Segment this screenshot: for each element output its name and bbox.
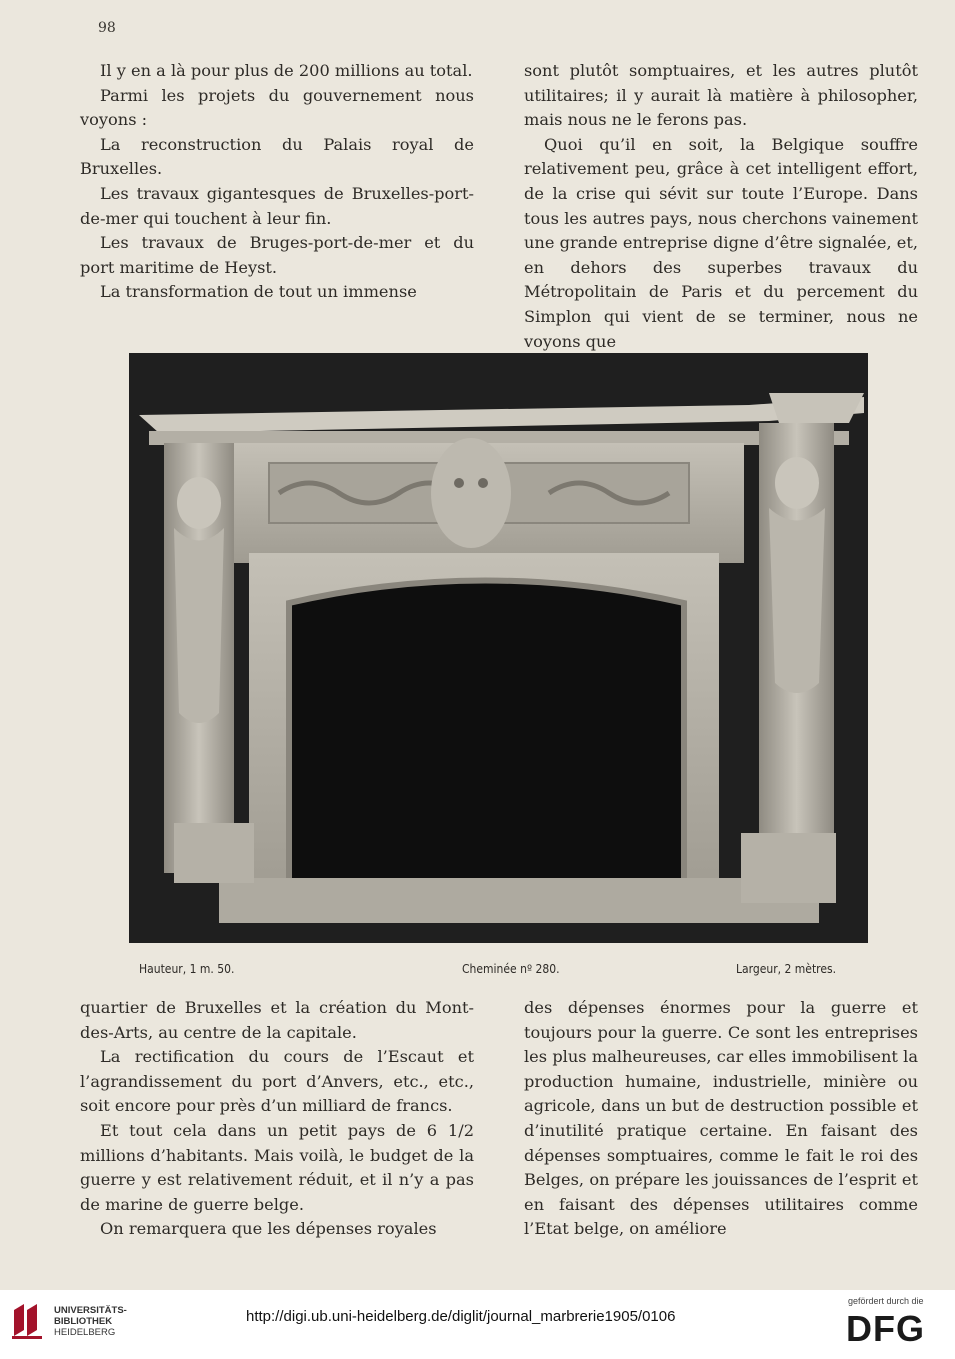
source-url-link[interactable]: http://digi.ub.uni-heidelberg.de/diglit/journal_marbrerie1905/0106: [246, 1308, 676, 1325]
paragraph: La reconstruction du Palais royal de Bruxelles.: [80, 134, 474, 179]
digitization-footer: [0, 1290, 955, 1359]
paragraph: Il y en a là pour plus de 200 millions au total.: [100, 61, 473, 80]
university-library-logo[interactable]: [10, 1302, 180, 1350]
library-seal-icon: [10, 1302, 46, 1340]
column-bottom-right: [524, 996, 918, 1242]
paragraph: Les travaux de Bruges-port-de-mer et du port maritime de Heyst.: [80, 233, 474, 277]
paragraph: Parmi les projets du gouvernement nous voyons :: [80, 85, 474, 130]
library-name: UNIVERSITÄTS- BIBLIOTHEK HEIDELBERG: [54, 1305, 127, 1338]
fireplace-photograph: [129, 353, 868, 943]
caption-width: Largeur, 2 mètres.: [736, 962, 837, 976]
paragraph: Quoi qu’il en soit, la Belgique souffre relativement peu, grâce à cet intelligent effort, de la crise qui sévit sur toute l’Europe. Dans tous les autres pays, nous cherchons vainement une grande entreprise digne d’être signalée, et, en dehors des superbes travaux du Métropolitain de Paris et du percement du Simplon qui vient de se terminer, nous ne voyons que: [524, 134, 918, 351]
caption-height: Hauteur, 1 m. 50.: [139, 962, 235, 976]
paragraph: quartier de Bruxelles et la création du Mont-des-Arts, au centre de la capitale.: [80, 998, 474, 1042]
paragraph: La transformation de tout un immense: [100, 282, 417, 302]
paragraph: On remarquera que les dépenses royales: [100, 1219, 437, 1239]
paragraph: des dépenses énormes pour la guerre et toujours pour la guerre. Ce sont les entreprises les plus malheureuses, car elles immobilisent la production humaine, industrielle, minière ou agricole, dans un but de destruction possible et d’inutilité pratique certaine. En faisant des dépenses somptuaires, comme le fait le roi des Belges, on prépare les jouissances de l’esprit et en faisant des dépenses utilitaires comme l’Etat belge, on améliore: [524, 998, 918, 1239]
column-top-right: [524, 59, 918, 354]
fireplace-illustration: [129, 353, 868, 943]
paragraph: Les travaux gigantesques de Bruxelles-port-de-mer qui touchent à leur fin.: [80, 183, 474, 228]
page-number: 98: [98, 20, 116, 36]
paragraph: sont plutôt somptuaires, et les autres plutôt utilitaires; il y aurait là matière à philosopher, mais nous ne le ferons pas.: [524, 61, 918, 130]
paragraph: La rectification du cours de l’Escaut et l’agrandissement du port d’Anvers, etc., etc., soit encore pour près d’un milliard de francs.: [80, 1047, 474, 1116]
funder-note: gefördert durch die: [848, 1296, 924, 1306]
caption-title: Cheminée nº 280.: [462, 962, 560, 976]
paragraph: Et tout cela dans un petit pays de 6 1/2 millions d’habitants. Mais voilà, le budget de la guerre y est relativement réduit, et il n’y a pas de marine de guerre belge.: [80, 1120, 474, 1214]
dfg-wordmark: DFG: [846, 1308, 925, 1349]
dfg-funder-logo[interactable]: [842, 1294, 946, 1354]
column-top-left: [80, 59, 474, 305]
column-bottom-left: [80, 996, 474, 1242]
